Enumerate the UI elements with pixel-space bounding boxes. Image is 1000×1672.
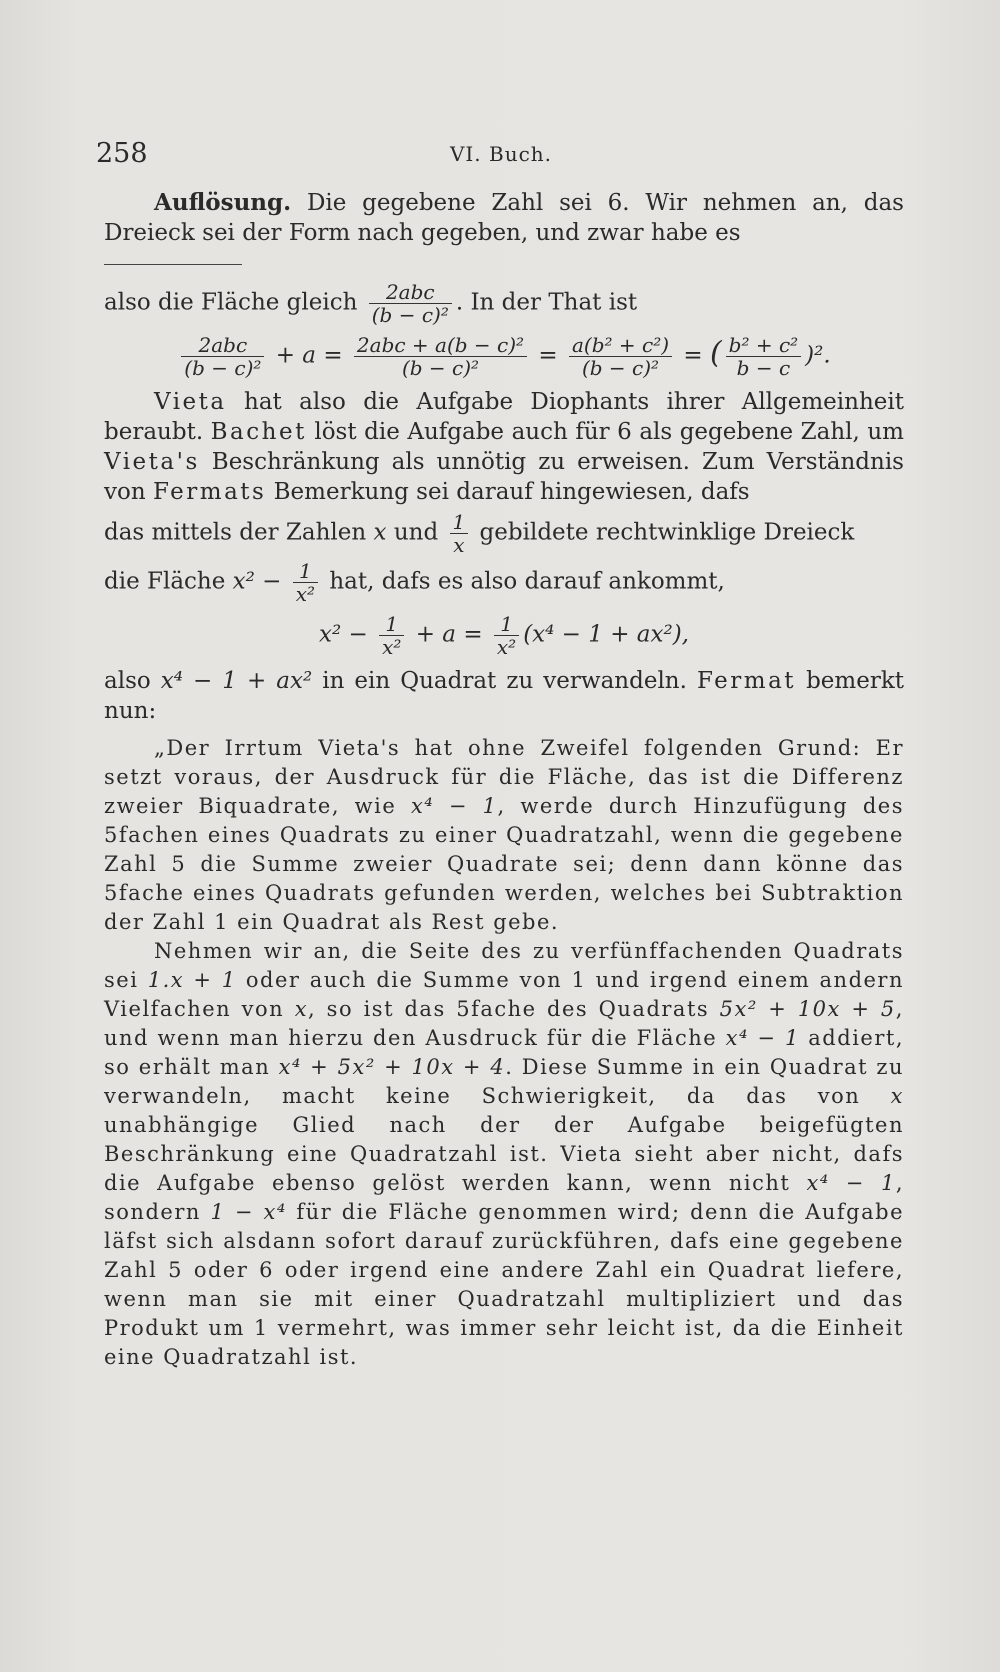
eq1-open-paren: ( (709, 335, 722, 371)
also-text-3: bemerkt nun: (104, 668, 905, 724)
quote-2-r4: , und wenn man hierzu den Ausdruck für die Fläche (104, 997, 904, 1050)
numbers-text-3: gebildete rechtwinklige Dreieck (472, 519, 855, 546)
body-text (104, 188, 904, 1372)
name-vieta: Vieta (154, 389, 227, 415)
quote-2-m6: x (890, 1084, 904, 1108)
eq2-mid: + a = (408, 621, 490, 648)
eq1-term2-den: (b − c)² (401, 356, 480, 380)
fermats-text: Bemerkung sei darauf hingewiesen, dafs (266, 479, 750, 505)
paragraph-solution (104, 188, 904, 248)
area-line (104, 281, 904, 326)
quote-2-m8: 1 − x⁴ (210, 1200, 287, 1224)
eq1-term4-num: b² + c² (726, 334, 802, 357)
also-expr: x⁴ − 1 + ax² (160, 668, 313, 694)
var-x: x (373, 519, 387, 546)
quote-2-r3: , so ist das 5fache des Quadrats (308, 997, 720, 1021)
name-fermats: Fermats (152, 479, 267, 505)
area2-text-1: die Fläche (104, 568, 233, 595)
area-numerator: 2abc (369, 281, 452, 304)
area2-text-2: hat, dafs es also darauf ankommt, (322, 568, 725, 595)
blank-rule (104, 264, 242, 275)
page-number: 258 (96, 138, 148, 169)
quote-2-r7: unabhängige Glied nach der der Aufgabe beigefügten Beschränkung eine Quadratzahl ist. Vieta sieht aber nicht, dafs die Aufgabe ebenso gelöst werden kann, wenn nicht (104, 1113, 904, 1195)
eq1-term1 (181, 334, 264, 379)
also-text-2: in ein Quadrat zu verwandeln. (312, 668, 697, 694)
quote-2-m7: x⁴ − 1 (806, 1171, 896, 1195)
frac2-den: x² (295, 582, 316, 606)
eq1-close-paren: )². (805, 342, 831, 369)
quote-2-r9: für die Fläche genommen wird; denn die Aufgabe läfst sich alsdann sofort darauf zurückführen, dafs eine gegebene Zahl 5 oder 6 oder irgend eine andere Zahl ein Quadrat liefere, wenn man sie mit einer Quadratzahl multipliziert und das Produkt um 1 vermehrt, was immer sehr leicht ist, da die Einheit eine Quadratzahl ist. (104, 1200, 904, 1369)
running-title: VI. Buch. (449, 142, 553, 166)
name-bachet: Bachet (210, 419, 307, 445)
eq1-term1-den: (b − c)² (184, 356, 262, 380)
quote-2-m5: x⁴ + 5x² + 10x + 4 (278, 1055, 506, 1079)
name-vietas: Vieta's (104, 449, 200, 475)
eq1-equals: = (538, 342, 558, 369)
eq2-lhs: x² − (319, 621, 376, 648)
eq1-term4-den: b − c (736, 356, 791, 380)
fermat-quote (104, 734, 904, 1372)
numbers-line (104, 511, 904, 556)
solution-text: Die gegebene Zahl sei 6. Wir nehmen an, das Dreieck sei der Form nach gegeben, und zwar habe es (104, 190, 904, 246)
frac-num: 1 (450, 511, 469, 534)
fraction-1-over-x2 (293, 560, 318, 605)
quote-2-r8: , sondern (104, 1171, 905, 1224)
eq1-plus-a: + a = (275, 342, 343, 369)
eq1-term3 (569, 334, 672, 379)
quote-paragraph-1 (104, 734, 904, 937)
eq2-frac2 (494, 613, 519, 658)
quote-1-text-b: , werde durch Hinzufügung des 5fachen eines Quadrats zu einer Quadratzahl, wenn die gegebene Zahl 5 die Summe zweier Quadrate sei; denn dann könne das 5fache eines Quadrats gefunden werden, welches bei Subtraktion der Zahl 1 ein Quadrat als Rest gebe. (104, 794, 904, 934)
frac2-num: 1 (293, 560, 318, 583)
eq1-term1-num: 2abc (181, 334, 264, 357)
bachet-text: löst die Aufgabe auch für 6 als gegebene Zahl, um (306, 419, 904, 445)
eq1-term4 (726, 334, 802, 379)
eq1-equals-2: = (683, 342, 703, 369)
eq2-rhs: (x⁴ − 1 + ax²), (523, 621, 689, 648)
page-header (96, 138, 906, 178)
area-prefix: also die Fläche gleich (104, 289, 365, 316)
quote-2-m3: 5x² + 10x + 5 (719, 997, 896, 1021)
fraction-1-over-x (450, 511, 469, 556)
eq1-term2 (354, 334, 527, 379)
eq1-term2-num: 2abc + a(b − c)² (354, 334, 527, 357)
minus-sign: − (254, 568, 289, 595)
also-text-1: also (104, 668, 161, 694)
eq2-frac2-den: x² (496, 635, 517, 659)
quote-2-r6: . Diese Summe in ein Quadrat zu verwandeln, macht keine Schwierigkeit, da das von (104, 1055, 905, 1108)
eq2-frac1 (379, 613, 404, 658)
eq2-frac1-den: x² (382, 635, 402, 659)
solution-heading: Auflösung. (154, 189, 292, 216)
quote-1-expr: x⁴ − 1 (410, 794, 498, 818)
name-fermat: Fermat (696, 668, 797, 694)
eq1-term3-num: a(b² + c²) (569, 334, 672, 357)
equation-2 (104, 613, 904, 658)
area-fraction (369, 281, 452, 326)
quote-2-m1: 1.x + 1 (147, 968, 237, 992)
quote-paragraph-2 (104, 937, 904, 1372)
numbers-text-1: das mittels der Zahlen (104, 519, 374, 546)
vietas-text: Beschränkung als unnötig zu erweisen. Zum Verständnis von (104, 449, 904, 505)
paragraph-vieta (104, 387, 904, 507)
eq2-frac1-num: 1 (379, 613, 404, 636)
quote-2-r5: addiert, so erhält man (104, 1026, 904, 1079)
area-denominator: (b − c)² (371, 303, 449, 327)
vieta-text: hat also die Aufgabe Diophants ihrer Allgemeinheit beraubt. (104, 389, 904, 445)
paragraph-also (104, 666, 904, 726)
var-x2: x² (232, 568, 255, 595)
eq1-term3-den: (b − c)² (581, 356, 660, 380)
quote-2-r1: Nehmen wir an, die Seite des zu verfünffachenden Quadrats sei (104, 939, 904, 992)
area-line-2 (104, 560, 904, 605)
quote-2-r2: oder auch die Summe von 1 und irgend einem andern Vielfachen von (104, 968, 904, 1021)
equation-1 (104, 334, 904, 379)
quote-1-text-a: „Der Irrtum Vieta's hat ohne Zweifel folgenden Grund: Er setzt voraus, der Ausdruck für die Fläche, das ist die Differenz zweier Biquadrate, wie (104, 736, 904, 818)
numbers-text-2: und (386, 519, 446, 546)
quote-2-m2: x (294, 997, 309, 1021)
eq2-frac2-num: 1 (494, 613, 519, 636)
area-suffix: . In der That ist (455, 289, 638, 316)
quote-2-m4: x⁴ − 1 (725, 1026, 800, 1050)
frac-den: x (453, 533, 465, 557)
